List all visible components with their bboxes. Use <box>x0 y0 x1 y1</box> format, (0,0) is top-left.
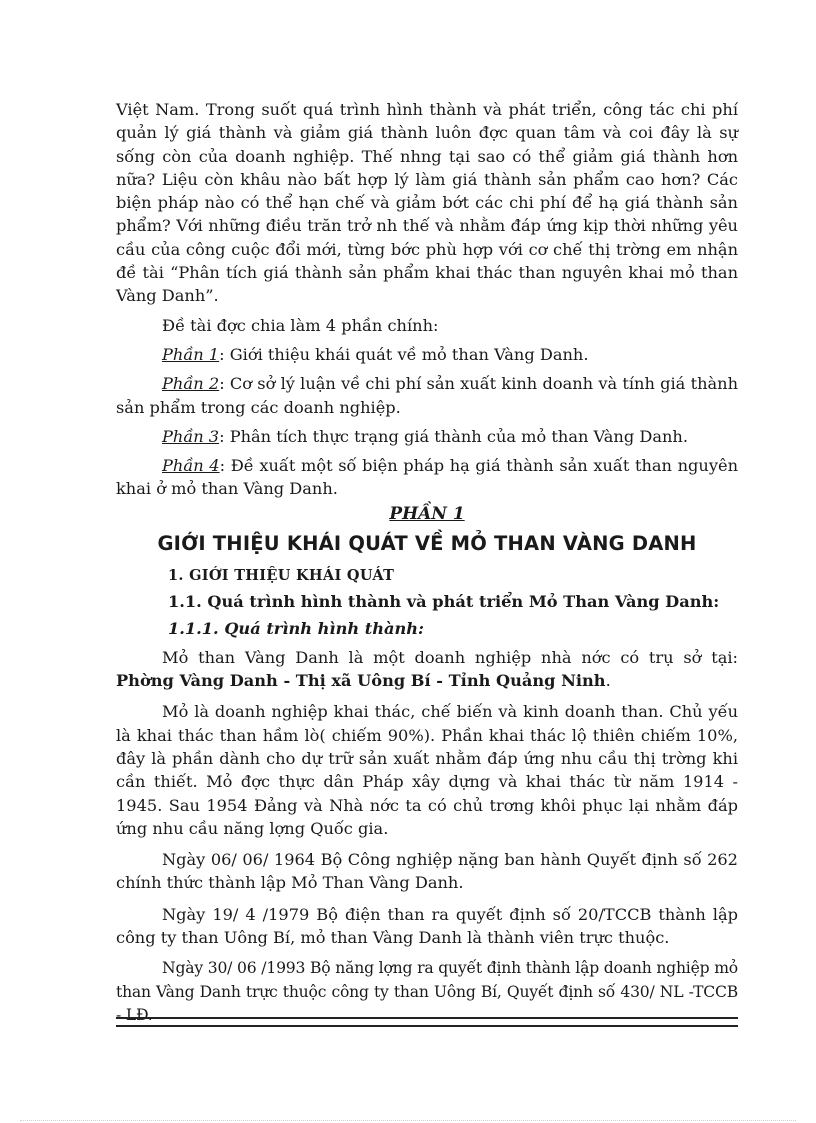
heading-level-1: 1. GIỚI THIỆU KHÁI QUÁT <box>168 566 395 584</box>
part-label: Phần 3 <box>162 426 220 446</box>
division-paragraph: Đề tài đợc chia làm 4 phần chính: <box>162 315 439 335</box>
part-heading: PHẦN 1 <box>389 503 465 524</box>
part-text: : Đề xuất một số biện pháp hạ giá thành sản xuất than nguyên khai ở mỏ than Vàng Danh. <box>116 456 738 499</box>
body-paragraph: Ngày 19/ 4 /1979 Bộ điện than ra quyết định số 20/TCCB thành lập công ty than Uông Bí, mỏ than Vàng Danh là thành viên trực thuộc. <box>116 904 738 948</box>
part-text: : Phân tích thực trạng giá thành của mỏ than Vàng Danh. <box>219 426 688 446</box>
part-label: Phần 2 <box>162 374 220 394</box>
footer-double-rule <box>116 1017 738 1027</box>
intro-section <box>116 98 738 501</box>
part-label: Phần 1 <box>162 344 220 364</box>
body-paragraph: Ngày 30/ 06 /1993 Bộ năng lợng ra quyết định thành lập doanh nghiệp mỏ than Vàng Danh trực thuộc công ty than Uông Bí, Quyết định số 430/ NL -TCCB - LĐ. <box>116 959 738 1024</box>
chapter-title: GIỚI THIỆU KHÁI QUÁT VỀ MỎ THAN VÀNG DANH <box>157 531 697 555</box>
document-page <box>116 98 738 1027</box>
heading-level-2: 1.1. Quá trình hình thành và phát triển Mỏ Than Vàng Danh: <box>168 591 720 611</box>
part-item <box>116 372 738 419</box>
body-paragraph: Mỏ là doanh nghiệp khai thác, chế biến và kinh doanh than. Chủ yếu là khai thác than hầm lò( chiếm 90%). Phần khai thác lộ thiên chiếm 10%, đây là phần dành cho dự trữ sản xuất nhằm đáp ứng nhu cầu thị trờng khi cần thiết. Mỏ đợc thực dân Pháp xây dựng và khai thác từ năm 1914 - 1945. Sau 1954 Đảng và Nhà nớc ta có chủ trơng khôi phục lại nhằm đáp ứng nhu cầu năng lợng Quốc gia. <box>116 702 738 838</box>
part-item <box>116 425 738 448</box>
body-text: Mỏ than Vàng Danh là một doanh nghiệp nhà nớc có trụ sở tại: <box>162 647 738 667</box>
part-item <box>116 343 738 366</box>
part-text: : Cơ sở lý luận về chi phí sản xuất kinh doanh và tính giá thành sản phẩm trong các doanh nghiệp. <box>116 374 739 417</box>
page-bottom-border <box>20 1120 796 1121</box>
heading-level-3: 1.1.1. Quá trình hình thành: <box>168 618 424 638</box>
body-paragraph <box>116 646 738 693</box>
body-text-end: . <box>605 671 611 691</box>
part-text: : Giới thiệu khái quát về mỏ than Vàng Danh. <box>219 344 589 364</box>
address-bold: Phờng Vàng Danh - Thị xã Uông Bí - Tỉnh Quảng Ninh <box>116 671 606 691</box>
intro-paragraph: Việt Nam. Trong suốt quá trình hình thành và phát triển, công tác chi phí quản lý giá thành và giảm giá thành luôn đợc quan tâm và coi đây là sự sống còn của doanh nghiệp. Thế nhng tại sao có thể giảm giá thành hơn nữa? Liệu còn khâu nào bất hợp lý làm giá thành sản phẩm cao hơn? Các biện pháp nào có thể hạn chế và giảm bớt các chi phí để hạ giá thành sản phẩm? Với những điều trăn trở nh thế và nhằm đáp ứng kịp thời những yêu cầu của công cuộc đổi mới, từng bớc phù hợp với cơ chế thị trờng em nhận đề tài “Phân tích giá thành sản phẩm khai thác than nguyên khai mỏ than Vàng Danh”. <box>116 100 738 306</box>
body-paragraph: Ngày 06/ 06/ 1964 Bộ Công nghiệp nặng ban hành Quyết định số 262 chính thức thành lập Mỏ Than Vàng Danh. <box>116 850 738 893</box>
part-label: Phần 4 <box>162 456 220 476</box>
part-item <box>116 454 738 501</box>
